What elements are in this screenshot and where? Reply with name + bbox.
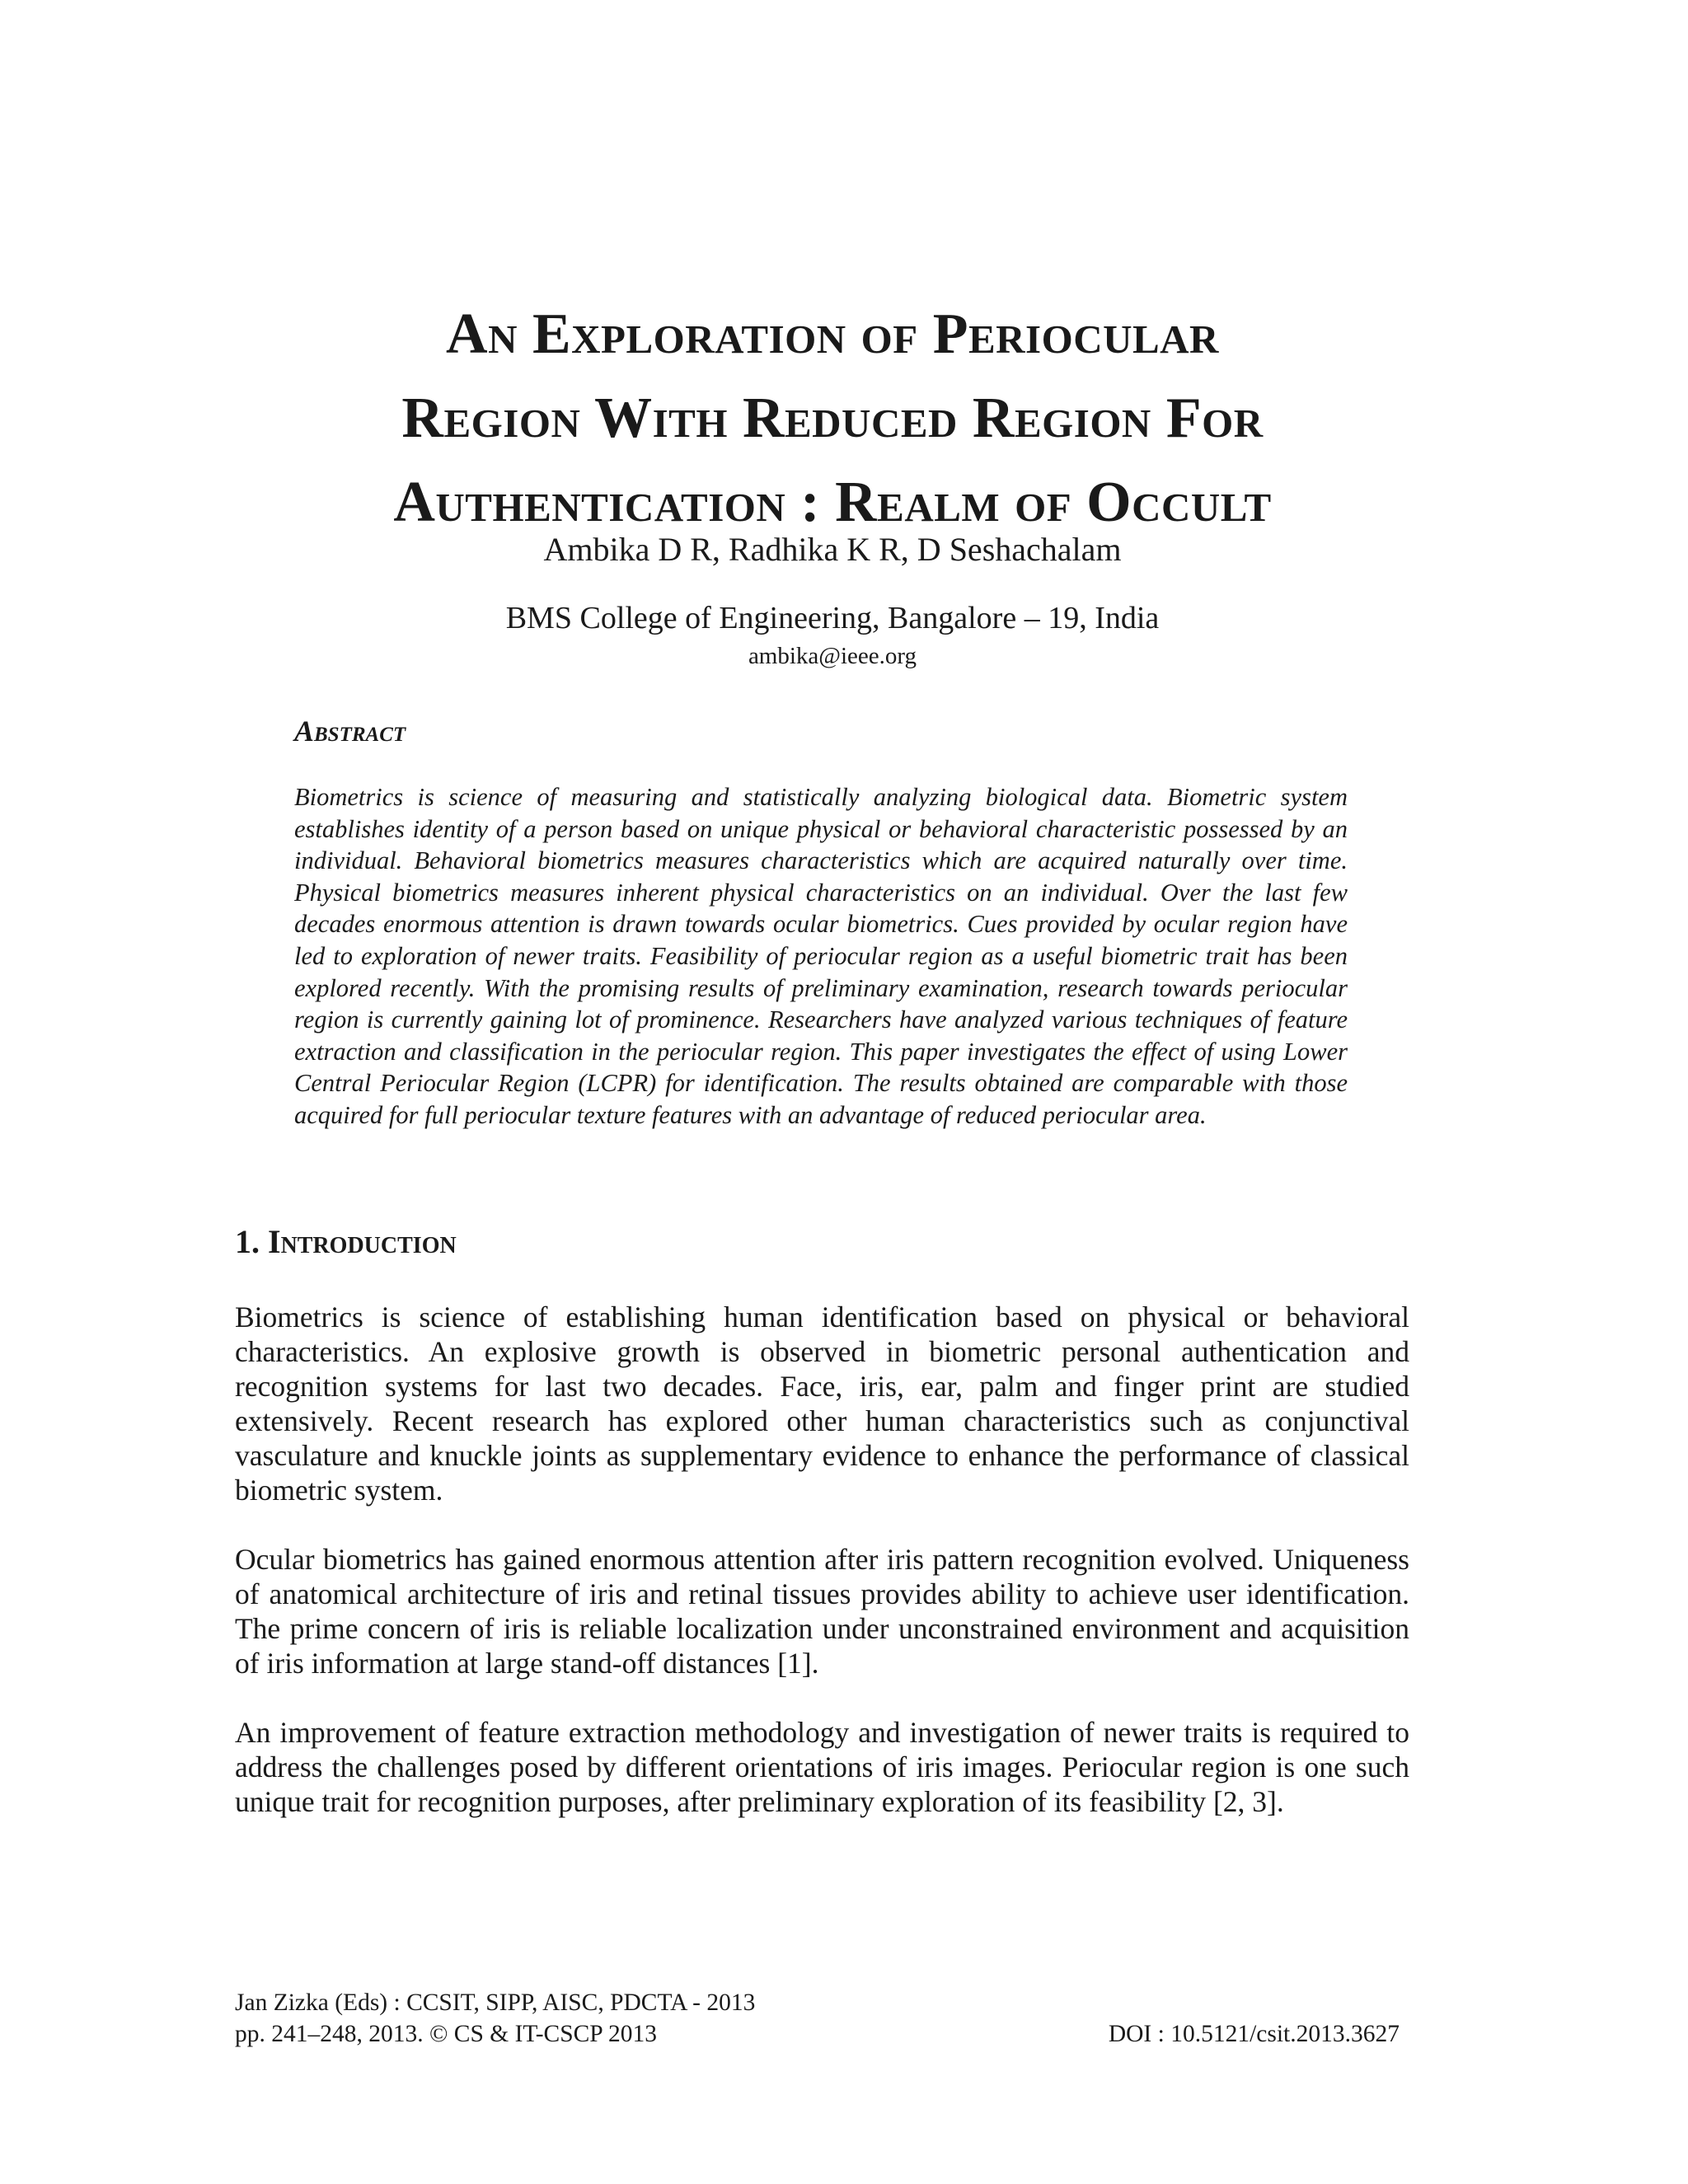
abstract-text: Biometrics is science of measuring and statistically analyzing biological data. Biometric system establishes identity of a person based on unique physical or behavioral characteristic possessed by an individual. Behavioral biometrics measures characteristics which are acquired naturally over time. Physical biometrics measures inherent physical characteristics on an individual. Over the last few decades enormous attention is drawn towards ocular biometrics. Cues provided by ocular region have led to exploration of newer traits. Feasibility of periocular region as a useful biometric trait has been explored recently. With the promising results of preliminary examination, research towards periocular region is currently gaining lot of prominence. Researchers have analyzed various techniques of feature extraction and classification in the periocular region. This paper investigates the effect of using Lower Central Periocular Region (LCPR) for identification. The results obtained are comparable with those acquired for full periocular texture features with an advantage of reduced periocular area.: [294, 783, 1348, 1129]
paper-title: [247, 293, 1418, 545]
abstract-heading: Abstract: [294, 715, 406, 748]
title-line-2: Region With Reduced Region For: [401, 387, 1264, 450]
footer-pages: pp. 241–248, 2013. © CS & IT-CSCP 2013: [235, 2021, 657, 2047]
intro-paragraph-1: Biometrics is science of establishing human identification based on physical or behavioral characteristics. An explosive growth is observed in biometric personal authentication and recognition systems for last two decades. Face, iris, ear, palm and finger print are studied extensively. Recent research has explored other human characteristics such as conjunctival vasculature and knuckle joints as supplementary evidence to enhance the performance of classical biometric system.: [235, 1301, 1409, 1507]
intro-paragraph-2: Ocular biometrics has gained enormous attention after iris pattern recognition evolved. Uniqueness of anatomical architecture of iris and retinal tissues provides ability to achieve user identification. The prime concern of iris is reliable localization under unconstrained environment and acquisition of iris information at large stand-off distances [1].: [235, 1543, 1409, 1680]
author-list: Ambika D R, Radhika K R, D Seshachalam: [543, 531, 1122, 568]
footer-citation: [235, 1987, 755, 2050]
footer-doi: DOI : 10.5121/csit.2013.3627: [1108, 2021, 1400, 2047]
section-heading-introduction: 1. Introduction: [235, 1223, 457, 1260]
affiliation: BMS College of Engineering, Bangalore – 19, India: [505, 601, 1160, 635]
author-email: ambika@ieee.org: [748, 643, 917, 669]
intro-paragraph-3: An improvement of feature extraction methodology and investigation of newer traits is required to address the challenges posed by different orientations of iris images. Periocular region is one such unique trait for recognition purposes, after preliminary exploration of its feasibility [2, 3].: [235, 1716, 1409, 1818]
footer-proceedings: Jan Zizka (Eds) : CCSIT, SIPP, AISC, PDCTA - 2013: [235, 1990, 756, 2016]
title-line-3: Authentication : Realm of Occult: [393, 471, 1272, 534]
title-line-1: An Exploration of Periocular: [446, 302, 1219, 366]
